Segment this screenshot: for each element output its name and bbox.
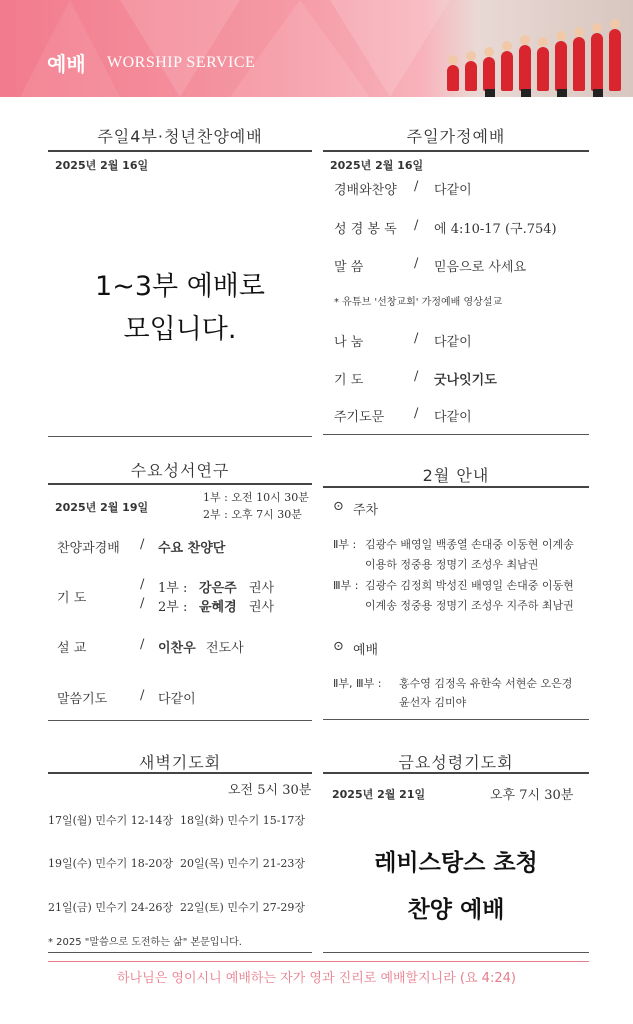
dawn-reading: 20일(목) 민수기 21-23장 (180, 857, 306, 870)
worship-line1: 홍수영 김정옥 유한숙 서현순 오은경 (399, 677, 573, 690)
friday-prayer-title: 금요성령기도회 (398, 753, 514, 772)
slash: / (140, 577, 145, 592)
footer-divider (48, 961, 589, 962)
family-row-label: 말 씀 (334, 260, 364, 275)
family-row-value: 믿음으로 사세요 (434, 260, 527, 275)
february-title: 2월 안내 (422, 466, 490, 485)
parking-3-line1: 김광수 김정희 박성진 배영일 손대중 이동현 (365, 579, 574, 592)
family-youtube-note: * 유튜브 '선창교회' 가정예배 영상설교 (334, 297, 503, 308)
divider (323, 772, 589, 774)
slash: / (140, 688, 145, 703)
friday-message-line1: 레비스탕스 초청 (374, 850, 538, 876)
friday-time: 오후 7시 30분 (490, 788, 574, 803)
banner-subtitle: WORSHIP SERVICE (107, 54, 256, 71)
family-row-label: 기 도 (334, 373, 364, 388)
dawn-time: 오전 5시 30분 (228, 783, 312, 798)
parking-3-line2: 이계송 정중용 정명기 조성우 지주하 최남권 (365, 599, 574, 612)
friday-message-line2: 찬양 예배 (407, 897, 505, 923)
wednesday-prayer-label: 기 도 (57, 591, 87, 606)
dawn-note: * 2025 "말씀으로 도전하는 삶" 본문입니다. (48, 937, 242, 948)
youth-message-line1: 1~3부 예배로 (95, 271, 265, 302)
family-worship-title: 주일가정예배 (406, 127, 506, 146)
wednesday-time2: 2부 : 오후 7시 30분 (203, 508, 302, 521)
worship-line2: 윤선자 김미야 (399, 696, 467, 709)
prayer1-role: 권사 (249, 581, 275, 596)
youth-message-line2: 모입니다. (123, 314, 237, 345)
slash: / (414, 406, 419, 421)
divider (323, 486, 589, 488)
parking-2-line1: 김광수 배영일 백종열 손대중 이동현 이계송 (365, 538, 574, 551)
slash: / (414, 218, 419, 233)
prayer1-part: 1부 : (158, 581, 188, 596)
worship-label: Ⅱ부, Ⅲ부 : (333, 677, 382, 690)
wednesday-date: 2025년 2월 19일 (55, 501, 149, 514)
dawn-reading: 17일(월) 민수기 12-14장 (48, 814, 174, 827)
slash: / (414, 256, 419, 271)
footer-verse: 하나님은 영이시니 예배하는 자가 영과 진리로 예배할지니라 (요 4:24) (117, 971, 516, 986)
youth-date: 2025년 2월 16일 (55, 159, 149, 172)
wednesday-sermon-name: 이찬우 (158, 641, 196, 656)
wednesday-praise-label: 찬양과경배 (57, 541, 120, 556)
dawn-reading: 22일(토) 민수기 27-29장 (180, 901, 306, 914)
wednesday-sermon-label: 설 교 (57, 641, 87, 656)
family-row-label: 성 경 봉 독 (334, 222, 397, 237)
prayer2-role: 권사 (249, 600, 275, 615)
family-row-label: 나 눔 (334, 335, 364, 350)
divider (48, 720, 312, 721)
family-row-value: 에 4:10-17 (구.754) (434, 222, 557, 237)
wednesday-praise-value: 수요 찬양단 (158, 541, 226, 556)
divider (323, 952, 589, 953)
dawn-reading: 19일(수) 민수기 18-20장 (48, 857, 174, 870)
divider (48, 952, 312, 953)
slash: / (414, 179, 419, 194)
slash: / (414, 331, 419, 346)
slash: / (140, 637, 145, 652)
family-row-value: 굿나잇기도 (434, 373, 497, 388)
divider (323, 434, 589, 435)
family-date: 2025년 2월 16일 (330, 159, 424, 172)
slash: / (414, 369, 419, 384)
dawn-reading: 21일(금) 민수기 24-26장 (48, 901, 174, 914)
divider (48, 483, 312, 485)
parking-2-line2: 이용하 정중용 정명기 조성우 최남권 (365, 558, 539, 571)
family-row-value: 다같이 (434, 183, 472, 198)
family-row-label: 주기도문 (334, 410, 385, 425)
banner-decoration (120, 0, 240, 97)
prayer2-name: 윤혜경 (199, 600, 237, 615)
wednesday-closing-label: 말씀기도 (57, 692, 108, 707)
wednesday-sermon-role: 전도사 (206, 641, 244, 656)
wednesday-title: 수요성서연구 (130, 461, 230, 480)
slash: / (140, 596, 145, 611)
dawn-reading: 18일(화) 민수기 15-17장 (180, 814, 306, 827)
wednesday-time1: 1부 : 오전 10시 30분 (203, 491, 309, 504)
target-icon: ⊙ (333, 639, 344, 654)
family-row-value: 다같이 (434, 335, 472, 350)
family-row-label: 경배와찬양 (334, 183, 397, 198)
family-row-value: 다같이 (434, 410, 472, 425)
dawn-prayer-title: 새벽기도회 (138, 753, 222, 772)
banner-title: 예배 (47, 52, 86, 76)
wednesday-closing-value: 다같이 (158, 692, 196, 707)
divider (323, 150, 589, 152)
divider (48, 150, 312, 152)
youth-worship-title: 주일4부·청년찬양예배 (97, 127, 263, 146)
slash: / (140, 537, 145, 552)
divider (48, 772, 312, 774)
prayer1-name: 강은주 (199, 581, 237, 596)
header-banner (0, 0, 633, 97)
divider (323, 719, 589, 720)
choir-photo (425, 0, 633, 97)
divider (48, 436, 312, 437)
parking-2-label: Ⅱ부 : (333, 538, 357, 551)
parking-3-label: Ⅲ부 : (333, 579, 359, 592)
parking-heading: 주차 (353, 503, 379, 518)
worship-heading: 예배 (353, 643, 379, 658)
target-icon: ⊙ (333, 499, 344, 514)
friday-date: 2025년 2월 21일 (332, 788, 426, 801)
prayer2-part: 2부 : (158, 600, 188, 615)
